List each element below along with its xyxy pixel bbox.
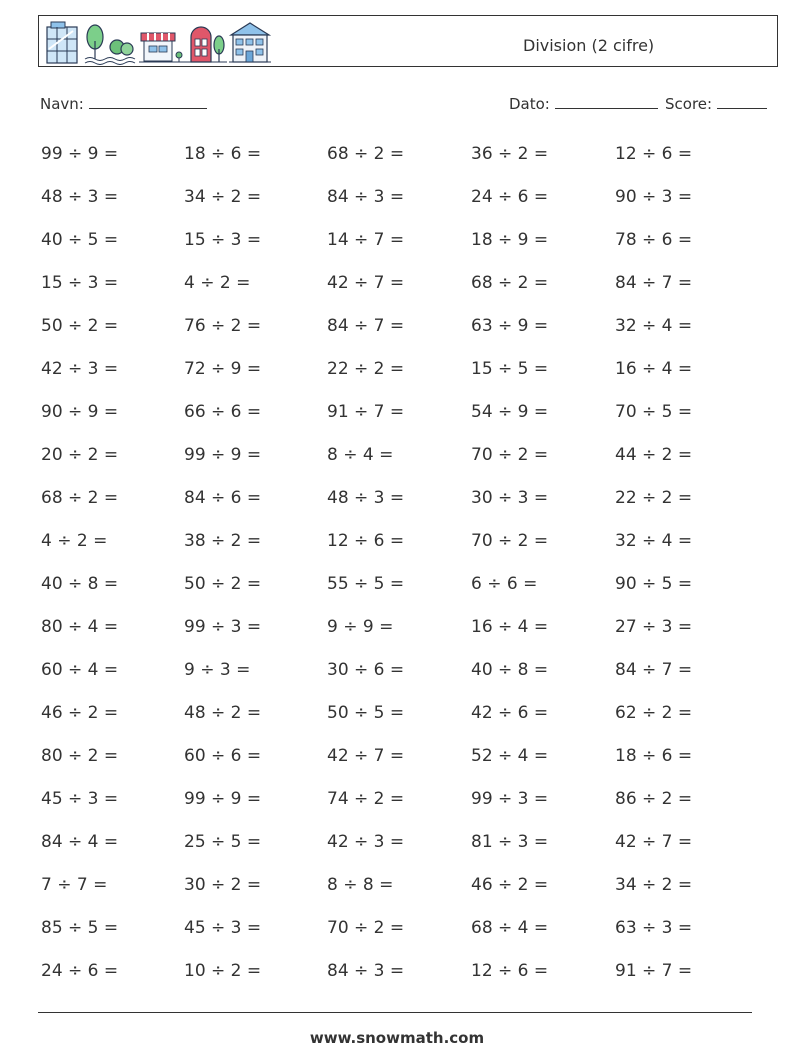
division-problem: 4 ÷ 2 = — [184, 273, 251, 293]
division-problem: 70 ÷ 2 = — [471, 445, 549, 465]
division-problem: 6 ÷ 6 = — [471, 574, 538, 594]
division-problem: 15 ÷ 5 = — [471, 359, 549, 379]
division-problem: 68 ÷ 2 = — [471, 273, 549, 293]
division-problem: 24 ÷ 6 = — [471, 187, 549, 207]
division-problem: 62 ÷ 2 = — [615, 703, 693, 723]
division-problem: 60 ÷ 4 = — [41, 660, 119, 680]
division-problem: 46 ÷ 2 = — [471, 875, 549, 895]
division-problem: 91 ÷ 7 = — [615, 961, 693, 981]
division-problem: 38 ÷ 2 = — [184, 531, 262, 551]
division-problem: 84 ÷ 3 = — [327, 187, 405, 207]
division-problem: 50 ÷ 5 = — [327, 703, 405, 723]
division-problem: 15 ÷ 3 = — [41, 273, 119, 293]
division-problem: 80 ÷ 4 = — [41, 617, 119, 637]
division-problem: 99 ÷ 9 = — [41, 144, 119, 164]
division-problem: 70 ÷ 2 = — [471, 531, 549, 551]
division-problem: 99 ÷ 9 = — [184, 789, 262, 809]
division-problem: 74 ÷ 2 = — [327, 789, 405, 809]
division-problem: 68 ÷ 2 = — [327, 144, 405, 164]
division-problem: 4 ÷ 2 = — [41, 531, 108, 551]
division-problem: 99 ÷ 9 = — [184, 445, 262, 465]
division-problem: 44 ÷ 2 = — [615, 445, 693, 465]
division-problem: 68 ÷ 4 = — [471, 918, 549, 938]
division-problem: 90 ÷ 9 = — [41, 402, 119, 422]
division-problem: 84 ÷ 6 = — [184, 488, 262, 508]
division-problem: 50 ÷ 2 = — [184, 574, 262, 594]
division-problem: 8 ÷ 4 = — [327, 445, 394, 465]
division-problem: 60 ÷ 6 = — [184, 746, 262, 766]
division-problem: 9 ÷ 3 = — [184, 660, 251, 680]
division-problem: 78 ÷ 6 = — [615, 230, 693, 250]
division-problem: 84 ÷ 7 = — [615, 660, 693, 680]
division-problem: 14 ÷ 7 = — [327, 230, 405, 250]
division-problem: 50 ÷ 2 = — [41, 316, 119, 336]
division-problem: 42 ÷ 7 = — [327, 273, 405, 293]
division-problem: 22 ÷ 2 = — [327, 359, 405, 379]
division-problem: 40 ÷ 5 = — [41, 230, 119, 250]
division-problem: 18 ÷ 6 = — [615, 746, 693, 766]
division-problem: 85 ÷ 5 = — [41, 918, 119, 938]
division-problem: 48 ÷ 3 = — [41, 187, 119, 207]
division-problem: 32 ÷ 4 = — [615, 316, 693, 336]
score-label: Score: — [665, 95, 713, 113]
division-problem: 8 ÷ 8 = — [327, 875, 394, 895]
division-problem: 90 ÷ 5 = — [615, 574, 693, 594]
division-problem: 72 ÷ 9 = — [184, 359, 262, 379]
division-problem: 30 ÷ 2 = — [184, 875, 262, 895]
division-problem: 20 ÷ 2 = — [41, 445, 119, 465]
division-problem: 12 ÷ 6 = — [615, 144, 693, 164]
division-problem: 16 ÷ 4 = — [615, 359, 693, 379]
division-problem: 81 ÷ 3 = — [471, 832, 549, 852]
division-problem: 42 ÷ 3 = — [41, 359, 119, 379]
division-problem: 52 ÷ 4 = — [471, 746, 549, 766]
division-problem: 99 ÷ 3 = — [471, 789, 549, 809]
division-problem: 84 ÷ 4 = — [41, 832, 119, 852]
division-problem: 76 ÷ 2 = — [184, 316, 262, 336]
division-problem: 70 ÷ 5 = — [615, 402, 693, 422]
division-problem: 22 ÷ 2 = — [615, 488, 693, 508]
division-problem: 42 ÷ 6 = — [471, 703, 549, 723]
division-problem: 32 ÷ 4 = — [615, 531, 693, 551]
division-problem: 12 ÷ 6 = — [471, 961, 549, 981]
division-problem: 34 ÷ 2 = — [615, 875, 693, 895]
division-problem: 80 ÷ 2 = — [41, 746, 119, 766]
division-problem: 46 ÷ 2 = — [41, 703, 119, 723]
division-problem: 27 ÷ 3 = — [615, 617, 693, 637]
division-problem: 42 ÷ 7 = — [327, 746, 405, 766]
division-problem: 40 ÷ 8 = — [471, 660, 549, 680]
division-problem: 91 ÷ 7 = — [327, 402, 405, 422]
division-problem: 84 ÷ 7 = — [615, 273, 693, 293]
division-problem: 25 ÷ 5 = — [184, 832, 262, 852]
division-problem: 90 ÷ 3 = — [615, 187, 693, 207]
division-problem: 7 ÷ 7 = — [41, 875, 108, 895]
division-problem: 45 ÷ 3 = — [41, 789, 119, 809]
division-problem: 9 ÷ 9 = — [327, 617, 394, 637]
division-problem: 68 ÷ 2 = — [41, 488, 119, 508]
division-problem: 18 ÷ 6 = — [184, 144, 262, 164]
division-problem: 42 ÷ 3 = — [327, 832, 405, 852]
division-problem: 15 ÷ 3 = — [184, 230, 262, 250]
division-problem: 36 ÷ 2 = — [471, 144, 549, 164]
division-problem: 40 ÷ 8 = — [41, 574, 119, 594]
division-problem: 63 ÷ 3 = — [615, 918, 693, 938]
division-problem: 34 ÷ 2 = — [184, 187, 262, 207]
division-problem: 45 ÷ 3 = — [184, 918, 262, 938]
name-label: Navn: — [40, 95, 84, 113]
division-problem: 10 ÷ 2 = — [184, 961, 262, 981]
division-problem: 54 ÷ 9 = — [471, 402, 549, 422]
division-problem: 55 ÷ 5 = — [327, 574, 405, 594]
division-problem: 16 ÷ 4 = — [471, 617, 549, 637]
worksheet-title: Division (2 cifre) — [523, 36, 655, 55]
division-problem: 48 ÷ 3 = — [327, 488, 405, 508]
footer-divider — [38, 1012, 752, 1013]
division-problem: 48 ÷ 2 = — [184, 703, 262, 723]
division-problem: 30 ÷ 6 = — [327, 660, 405, 680]
date-label: Dato: — [509, 95, 550, 113]
division-problem: 86 ÷ 2 = — [615, 789, 693, 809]
division-problem: 12 ÷ 6 = — [327, 531, 405, 551]
division-problem: 24 ÷ 6 = — [41, 961, 119, 981]
division-problem: 63 ÷ 9 = — [471, 316, 549, 336]
division-problem: 30 ÷ 3 = — [471, 488, 549, 508]
division-problem: 18 ÷ 9 = — [471, 230, 549, 250]
division-problem: 99 ÷ 3 = — [184, 617, 262, 637]
division-problem: 84 ÷ 7 = — [327, 316, 405, 336]
division-problem: 42 ÷ 7 = — [615, 832, 693, 852]
division-problem: 70 ÷ 2 = — [327, 918, 405, 938]
division-problem: 66 ÷ 6 = — [184, 402, 262, 422]
division-problem: 84 ÷ 3 = — [327, 961, 405, 981]
footer-url: www.snowmath.com — [309, 1029, 485, 1047]
